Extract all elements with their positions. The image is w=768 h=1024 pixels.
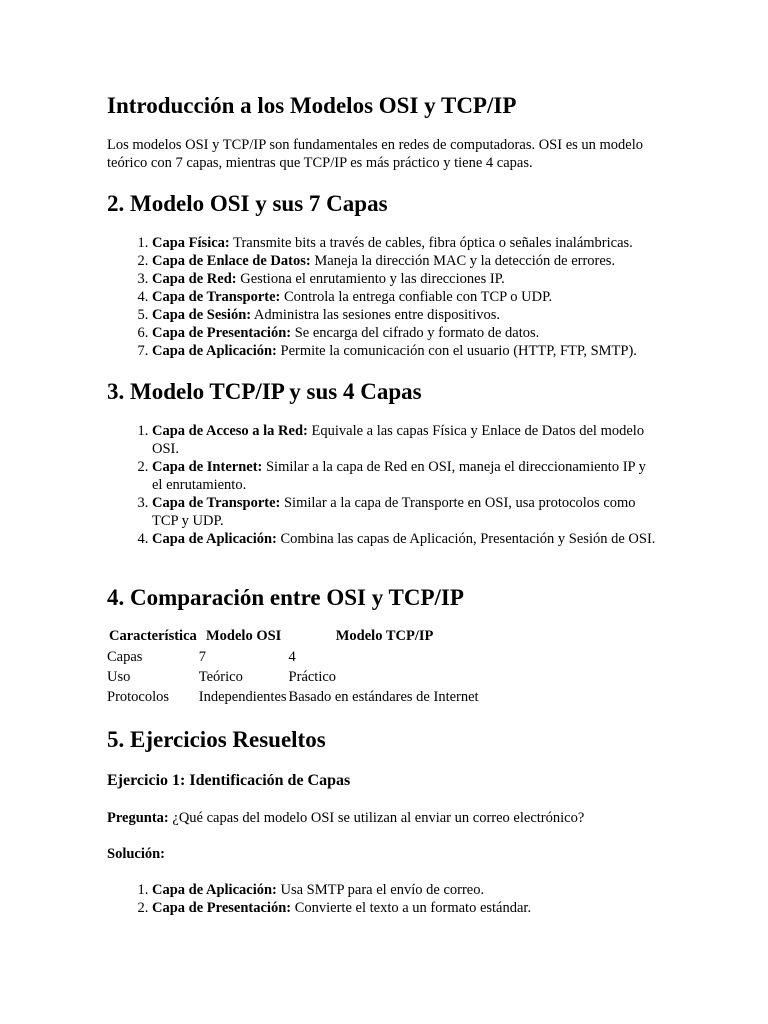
exercise-1-question — [107, 809, 660, 827]
table-cell: Independientes — [198, 689, 287, 705]
section-tcpip — [107, 378, 660, 548]
section-osi — [107, 190, 660, 360]
list-item-term: Capa de Enlace de Datos: — [152, 253, 311, 269]
section-tcpip-heading: 3. Modelo TCP/IP y sus 4 Capas — [107, 379, 422, 404]
section-comparison-heading: 4. Comparación entre OSI y TCP/IP — [107, 585, 464, 610]
list-item-desc: Similar a la capa de Transporte en OSI, usa protocolos como TCP y UDP. — [152, 495, 636, 529]
table-cell: 4 — [288, 649, 296, 665]
list-item — [152, 530, 660, 548]
table-cell: Protocolos — [107, 689, 170, 705]
question-text: ¿Qué capas del modelo OSI se utilizan al enviar un correo electrónico? — [168, 810, 585, 826]
list-item-term: Capa de Transporte: — [152, 495, 281, 511]
section-exercises — [107, 726, 660, 917]
list-item-desc: Usa SMTP para el envío de correo. — [276, 882, 485, 898]
osi-layers-list — [107, 234, 660, 360]
list-item-term: Capa de Aplicación: — [152, 882, 277, 898]
table-row — [107, 667, 481, 687]
list-item-term: Capa de Aplicación: — [152, 343, 277, 359]
list-item — [152, 881, 660, 899]
document-title: Introducción a los Modelos OSI y TCP/IP — [107, 93, 517, 118]
comparison-table — [107, 627, 481, 707]
list-item — [152, 342, 660, 360]
list-item-desc: Gestiona el enrutamiento y las direcciones IP. — [236, 271, 505, 287]
table-row — [107, 687, 481, 707]
table-cell: Uso — [107, 669, 131, 685]
table-header-cell: Modelo OSI — [205, 628, 282, 644]
solution-label: Solución: — [107, 846, 166, 862]
list-item-desc: Controla la entrega confiable con TCP o UDP. — [280, 289, 553, 305]
table-cell: 7 — [198, 649, 207, 665]
intro-paragraph-block — [107, 136, 660, 172]
list-item-desc: Combina las capas de Aplicación, Presentación y Sesión de OSI. — [276, 531, 656, 547]
list-item — [152, 270, 660, 288]
list-item — [152, 899, 660, 917]
table-cell: Práctico — [288, 669, 337, 685]
list-item — [152, 252, 660, 270]
list-item-desc: Similar a la capa de Red en OSI, maneja el direccionamiento IP y el enrutamiento. — [152, 459, 646, 493]
list-item — [152, 458, 660, 494]
section-exercises-heading: 5. Ejercicios Resueltos — [107, 727, 326, 752]
tcpip-layers-list — [107, 422, 660, 548]
list-item-desc: Se encarga del cifrado y formato de datos. — [291, 325, 540, 341]
list-item-desc: Maneja la dirección MAC y la detección de errores. — [310, 253, 616, 269]
table-cell: Basado en estándares de Internet — [288, 689, 479, 705]
list-item-term: Capa Física: — [152, 235, 230, 251]
table-row — [107, 647, 481, 667]
list-item — [152, 324, 660, 342]
list-item-term: Capa de Red: — [152, 271, 237, 287]
list-item-term: Capa de Presentación: — [152, 325, 292, 341]
intro-paragraph: Los modelos OSI y TCP/IP son fundamentales en redes de computadoras. OSI es un modelo teórico con 7 capas, mientras que TCP/IP es más práctico y tiene 4 capas. — [107, 137, 644, 171]
list-item-desc: Transmite bits a través de cables, fibra óptica o señales inalámbricas. — [229, 235, 633, 251]
list-item-term: Capa de Acceso a la Red: — [152, 423, 308, 439]
question-label: Pregunta: — [107, 810, 169, 826]
table-cell: Capas — [107, 649, 143, 665]
section-comparison — [107, 584, 660, 707]
table-cell: Teórico — [198, 669, 243, 685]
list-item-term: Capa de Presentación: — [152, 900, 292, 916]
exercise-1-solution-list — [107, 881, 660, 917]
table-header-cell: Modelo TCP/IP — [335, 628, 434, 644]
list-item-term: Capa de Aplicación: — [152, 531, 277, 547]
list-item — [152, 288, 660, 306]
list-item — [152, 494, 660, 530]
list-item-term: Capa de Transporte: — [152, 289, 281, 305]
list-item — [152, 306, 660, 324]
list-item-term: Capa de Sesión: — [152, 307, 252, 323]
list-item — [152, 422, 660, 458]
list-item-desc: Equivale a las capas Física y Enlace de Datos del modelo OSI. — [152, 423, 645, 457]
list-item-desc: Convierte el texto a un formato estándar. — [291, 900, 532, 916]
table-header-cell: Característica — [109, 628, 197, 644]
list-item-desc: Administra las sesiones entre dispositivos. — [251, 307, 501, 323]
list-item-desc: Permite la comunicación con el usuario (HTTP, FTP, SMTP). — [276, 343, 637, 359]
list-item-term: Capa de Internet: — [152, 459, 263, 475]
list-item — [152, 234, 660, 252]
exercise-1-solution-label — [107, 845, 660, 863]
table-header-row — [107, 627, 481, 647]
exercise-1-heading: Ejercicio 1: Identificación de Capas — [107, 772, 351, 789]
section-osi-heading: 2. Modelo OSI y sus 7 Capas — [107, 191, 388, 216]
